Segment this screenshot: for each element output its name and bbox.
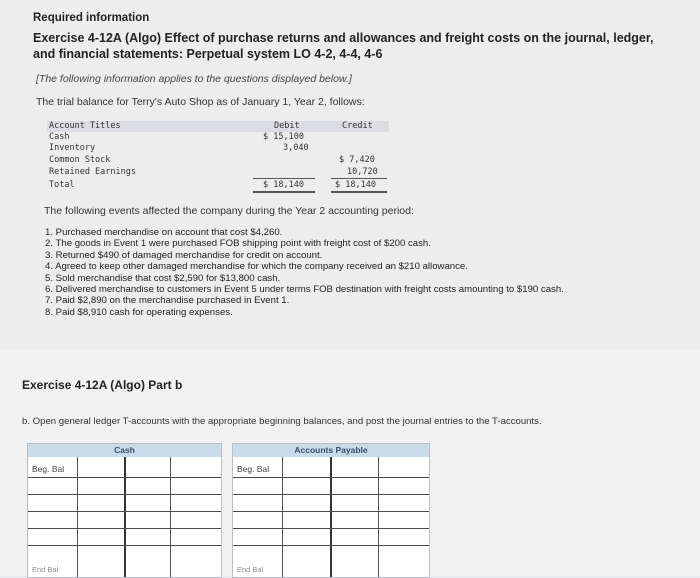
row-common-stock-credit: $ 7,420 — [339, 155, 375, 165]
exercise-title: Exercise 4-12A (Algo) Effect of purchase returns and allowances and freight costs on the journal, ledger, and financial statements: Perpetual system LO 4-2, 4-4, 4-6 — [33, 31, 654, 61]
t-account-ap-row[interactable] — [233, 528, 429, 546]
t-account-cash-row[interactable] — [28, 494, 221, 512]
t-account-ap-title: Accounts Payable — [233, 444, 429, 457]
event-item: 7. Paid $2,890 on the merchandise purchased in Event 1. — [45, 295, 290, 307]
trial-balance-intro: The trial balance for Terry's Auto Shop as of January 1, Year 2, follows: — [36, 96, 365, 108]
row-inventory-account: Inventory — [49, 143, 96, 153]
header-account-titles: Account Titles — [49, 121, 121, 131]
t-account-cash-beg-bal-label: Beg. Bal — [32, 464, 65, 474]
debit-double-underline — [253, 191, 315, 193]
required-info-heading: Required information — [33, 12, 150, 24]
t-account-cash-end-bal-label: End Bal — [32, 565, 59, 574]
header-debit: Debit — [274, 121, 300, 131]
t-account-ap-end-bal-label: End Bal — [237, 565, 264, 574]
header-credit: Credit — [342, 121, 373, 131]
events-list — [45, 227, 564, 318]
event-item: 1. Purchased merchandise on account that cost $4,260. — [45, 227, 283, 238]
t-account-accounts-payable — [232, 443, 430, 578]
t-account-ap-row[interactable] — [233, 511, 429, 529]
event-item: 3. Returned $490 of damaged merchandise for credit on account. — [45, 249, 323, 261]
row-inventory-debit: 3,040 — [283, 143, 309, 153]
row-retained-earnings-credit: 10,720 — [347, 167, 378, 177]
row-retained-earnings-account: Retained Earnings — [49, 167, 136, 177]
t-account-cash — [27, 443, 222, 578]
row-total-debit: $ 18,140 — [263, 180, 304, 190]
event-item: 5. Sold merchandise that cost $2,590 for $13,800 cash. — [45, 272, 281, 284]
t-account-cash-row[interactable] — [28, 545, 221, 563]
events-intro: The following events affected the company during the Year 2 accounting period: — [44, 205, 414, 217]
part-b-title: Exercise 4-12A (Algo) Part b — [22, 378, 183, 392]
info-note: [The following information applies to the questions displayed below.] — [36, 73, 352, 85]
t-account-cash-row[interactable] — [28, 477, 221, 495]
event-item: 8. Paid $8,910 cash for operating expenses. — [45, 306, 233, 318]
t-account-ap-beg-bal-label: Beg. Bal — [237, 464, 270, 474]
t-account-cash-title: Cash — [28, 444, 221, 457]
t-account-ap-row[interactable] — [233, 545, 429, 563]
row-total-credit: $ 18,140 — [335, 180, 376, 190]
credit-double-underline — [331, 191, 387, 193]
row-cash-account: Cash — [49, 132, 70, 142]
t-account-cash-row[interactable] — [28, 511, 221, 529]
row-cash-debit: $ 15,100 — [263, 132, 304, 142]
row-total-account: Total — [49, 180, 75, 190]
event-item: 2. The goods in Event 1 were purchased FOB shipping point with freight cost of $200 cash. — [45, 238, 431, 250]
t-account-ap-row[interactable] — [233, 477, 429, 495]
debit-underline — [253, 178, 315, 179]
row-common-stock-account: Common Stock — [49, 155, 111, 165]
event-item: 4. Agreed to keep other damaged merchandise for which the company received an $210 allowance. — [45, 261, 468, 273]
trial-balance-table — [47, 121, 389, 195]
event-item: 6. Delivered merchandise to customers in Event 5 under terms FOB destination with freight costs amounting to $190 cash. — [45, 284, 564, 296]
t-account-cash-row[interactable] — [28, 528, 221, 546]
part-b-instruction: b. Open general ledger T-accounts with the appropriate beginning balances, and post the journal entries to the T-accounts. — [22, 416, 542, 427]
credit-underline — [331, 178, 387, 179]
t-account-ap-row[interactable] — [233, 494, 429, 512]
